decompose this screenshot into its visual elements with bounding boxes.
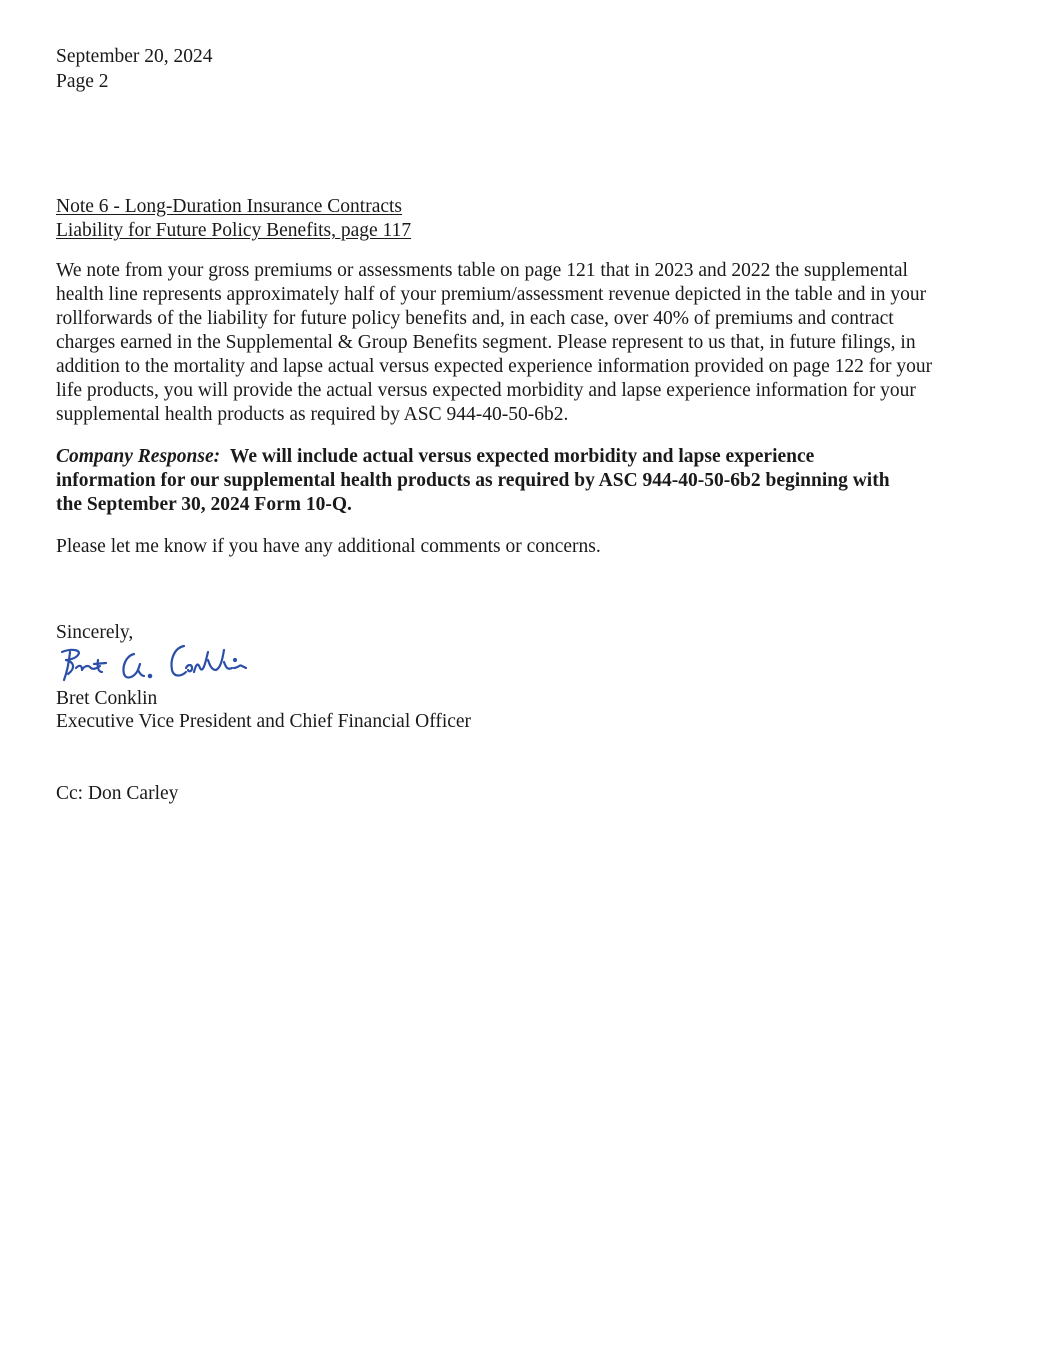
carbon-copy: Cc: Don Carley [56, 783, 179, 804]
section-heading-note: Note 6 - Long-Duration Insurance Contracts [56, 196, 403, 217]
signer-title: Executive Vice President and Chief Financial Officer [56, 711, 472, 732]
comment-line: health line represents approximately half of your premium/assessment revenue depicted in the table and in your [56, 284, 927, 305]
comment-line: rollforwards of the liability for future policy benefits and, in each case, over 40% of premiums and contract [56, 308, 894, 329]
handwritten-signature [58, 638, 258, 688]
company-response-paragraph [56, 445, 1001, 517]
comment-line: addition to the mortality and lapse actual versus expected experience information provided on page 122 for your [56, 356, 933, 377]
comment-line: supplemental health products as required by ASC 944-40-50-6b2. [56, 404, 569, 425]
company-response-label: Company Response: [56, 446, 221, 467]
company-response-line: information for our supplemental health products as required by ASC 944-40-50-6b2 beginning with [56, 470, 890, 491]
salutation: Sincerely, [56, 622, 134, 643]
staff-comment-paragraph [56, 259, 1001, 427]
company-response-line: We will include actual versus expected morbidity and lapse experience [229, 446, 815, 467]
page-number: Page 2 [56, 71, 109, 92]
section-heading-liability: Liability for Future Policy Benefits, page 117 [56, 220, 412, 241]
comment-line: We note from your gross premiums or assessments table on page 121 that in 2023 and 2022 the supplemental [56, 260, 908, 281]
comment-line: life products, you will provide the actual versus expected morbidity and lapse experience information for your [56, 380, 916, 401]
letter-date: September 20, 2024 [56, 46, 213, 67]
comment-line: charges earned in the Supplemental & Group Benefits segment. Please represent to us that, in future filings, in [56, 332, 916, 353]
closing-note: Please let me know if you have any additional comments or concerns. [56, 536, 601, 557]
company-response-line: the September 30, 2024 Form 10-Q. [56, 494, 352, 515]
signer-name: Bret Conklin [56, 688, 158, 709]
